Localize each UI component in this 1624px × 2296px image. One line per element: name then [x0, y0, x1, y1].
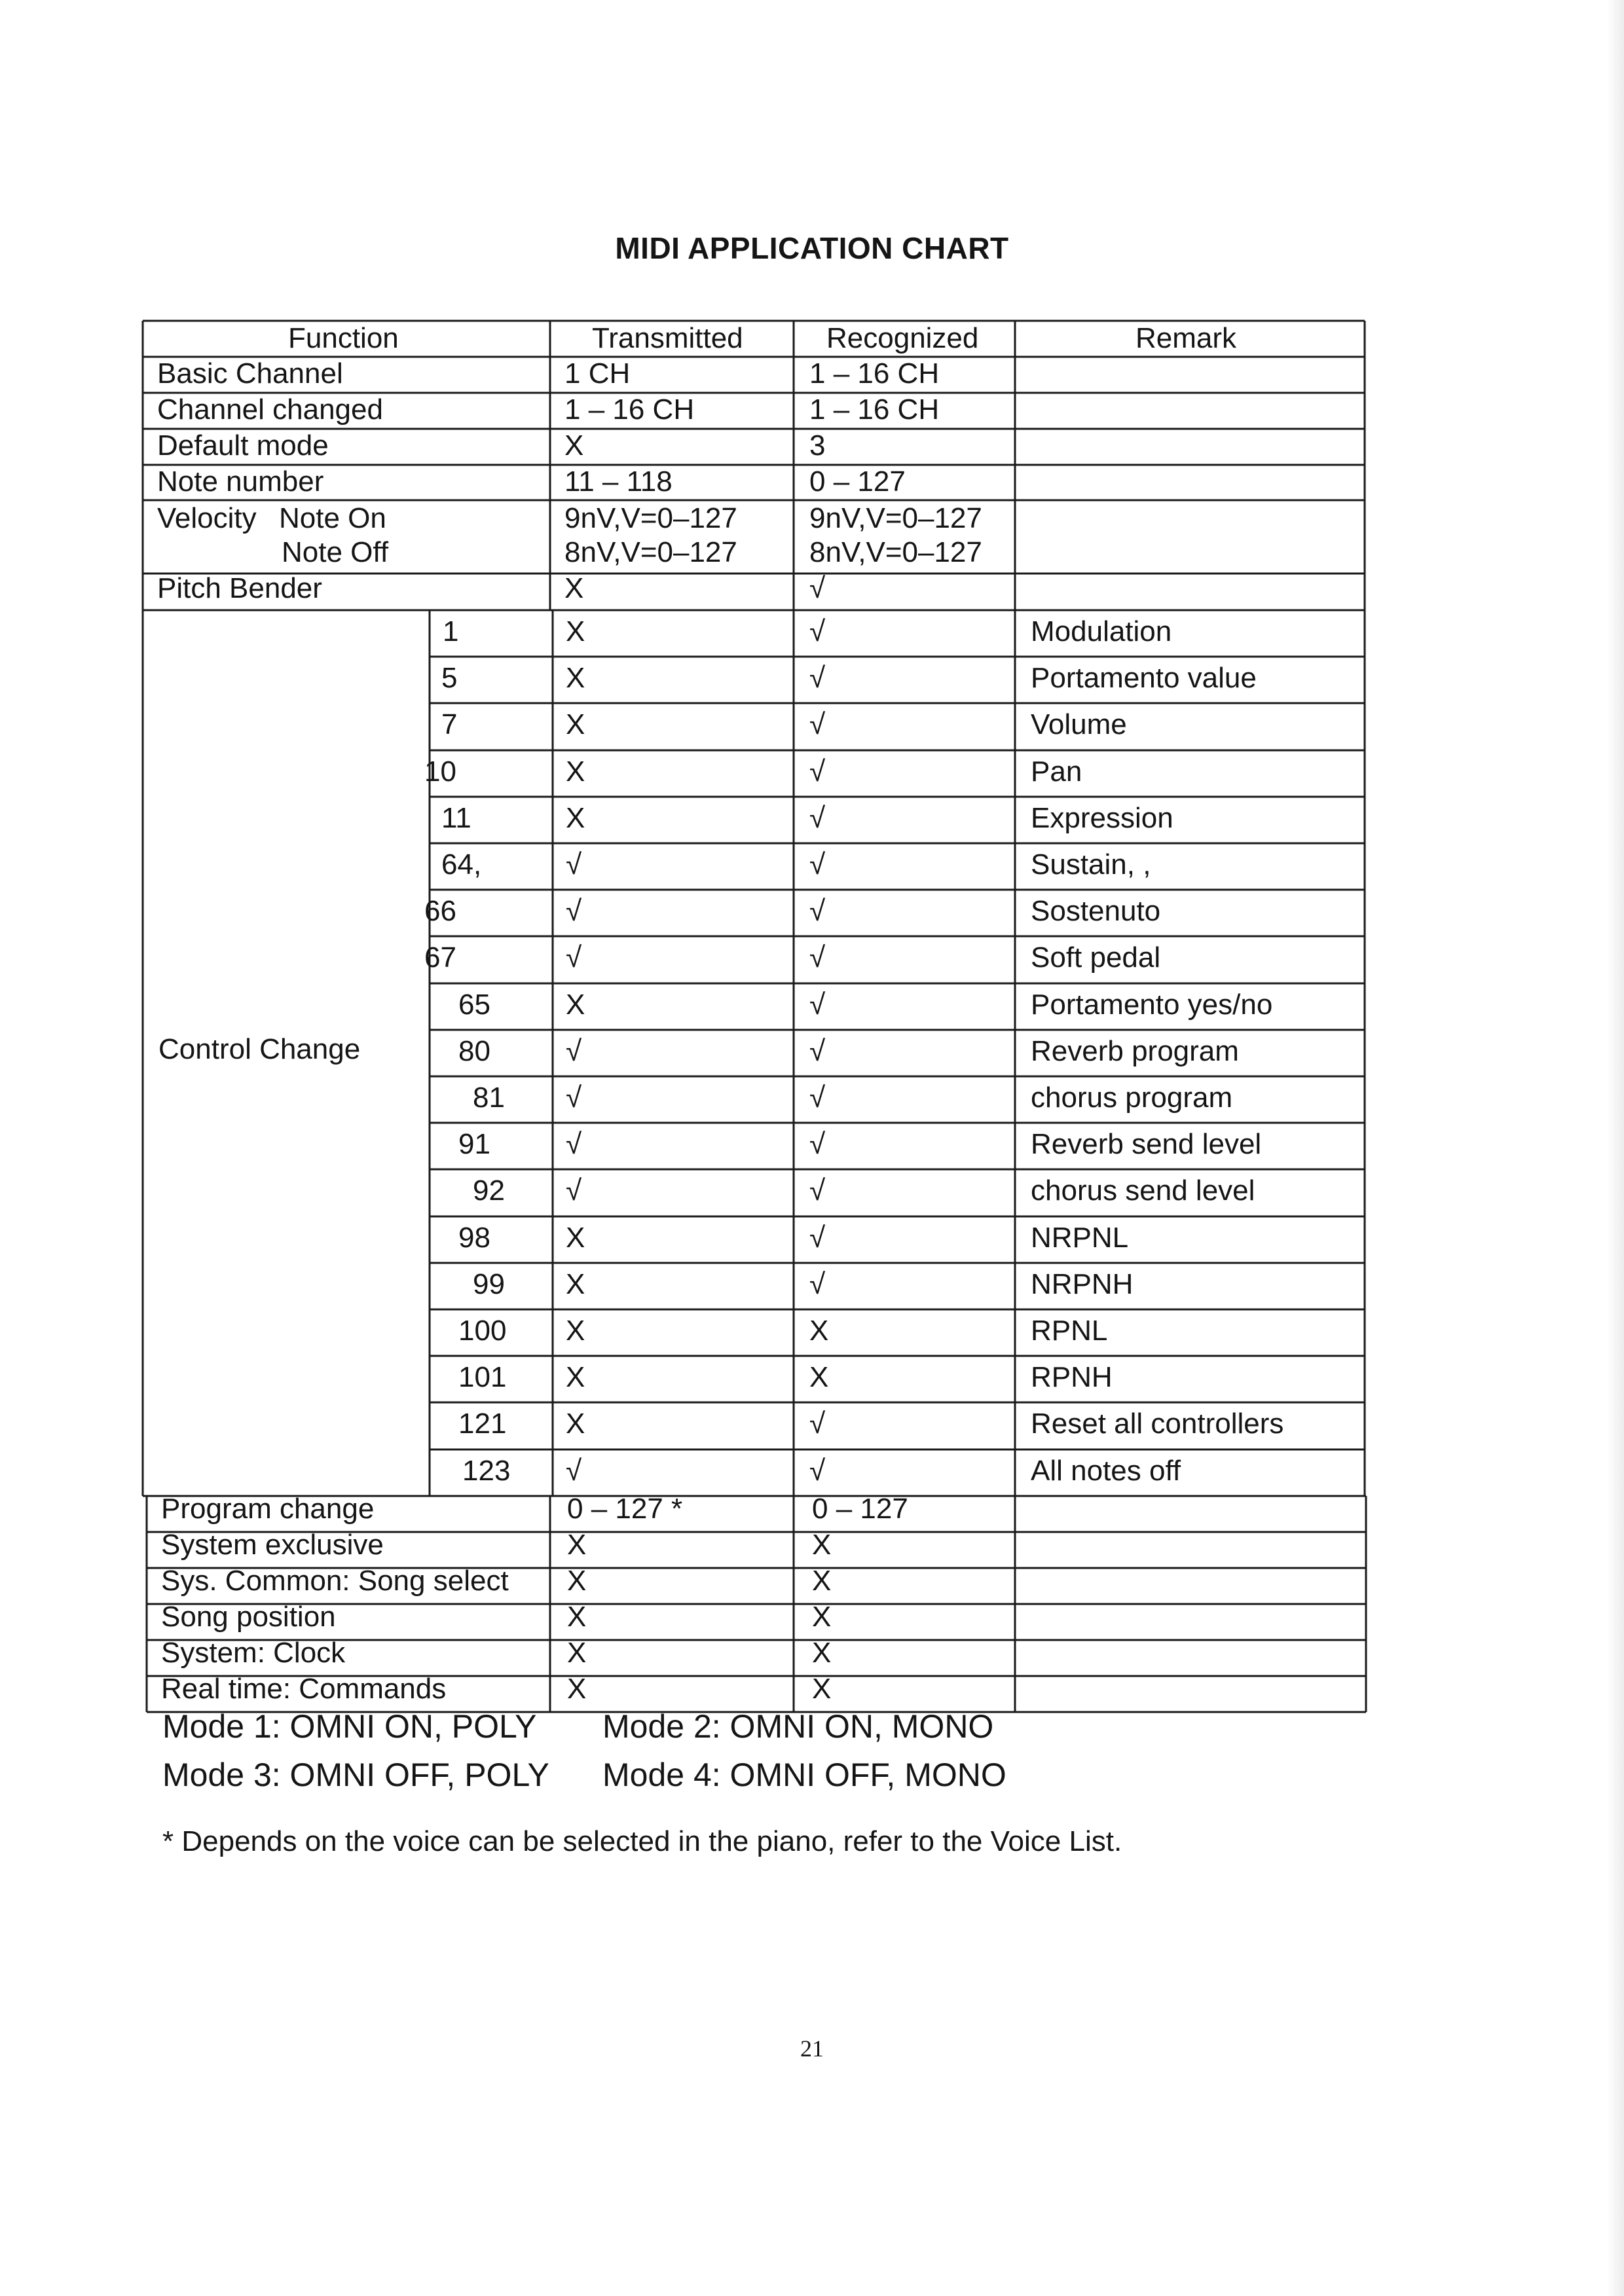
row-velocity-label: Velocity — [157, 502, 257, 534]
cc-transmitted: √ — [566, 941, 582, 974]
cc-number: 92 — [473, 1175, 505, 1207]
cc-transmitted: X — [566, 802, 585, 834]
cc-recognized: √ — [809, 662, 826, 694]
row-default-mode-function: Default mode — [157, 429, 329, 462]
cc-remark: Sustain, , — [1031, 848, 1151, 881]
bottom-row-transmitted: X — [567, 1565, 587, 1597]
cc-transmitted: X — [566, 1361, 585, 1393]
cc-remark: chorus program — [1031, 1082, 1233, 1114]
mode-2: Mode 2: OMNI ON, MONO — [602, 1708, 994, 1745]
cc-remark: Soft pedal — [1031, 941, 1161, 974]
cc-remark: Modulation — [1031, 615, 1172, 647]
cc-number: 98 — [458, 1222, 490, 1254]
row-velocity-recognized-off: 8nV,V=0–127 — [809, 536, 982, 568]
cc-recognized: √ — [809, 1128, 826, 1160]
page-number: 21 — [800, 2035, 824, 2062]
cc-remark: NRPNL — [1031, 1222, 1129, 1254]
row-note-number-recognized: 0 – 127 — [809, 465, 906, 498]
cc-recognized: √ — [809, 1035, 826, 1067]
cc-number: 123 — [462, 1455, 511, 1487]
mode-1: Mode 1: OMNI ON, POLY — [162, 1708, 537, 1745]
cc-transmitted: X — [566, 708, 585, 740]
cc-remark: RPNL — [1031, 1315, 1108, 1347]
cc-transmitted: √ — [566, 1455, 582, 1487]
footnote: * Depends on the voice can be selected in the piano, refer to the Voice List. — [162, 1825, 1122, 1857]
bottom-row-recognized: X — [812, 1565, 832, 1597]
bottom-row-function: Song position — [161, 1601, 336, 1633]
cc-number: 67 — [424, 941, 456, 974]
mode-4: Mode 4: OMNI OFF, MONO — [602, 1757, 1006, 1793]
page-title: MIDI APPLICATION CHART — [615, 231, 1009, 265]
bottom-row-transmitted: X — [567, 1637, 587, 1669]
cc-recognized: √ — [809, 895, 826, 927]
row-channel-changed-transmitted: 1 – 16 CH — [564, 393, 695, 426]
page-edge-shadow — [1607, 0, 1624, 2296]
row-channel-changed-function: Channel changed — [157, 393, 383, 426]
cc-remark: RPNH — [1031, 1361, 1113, 1393]
row-velocity-transmitted-off: 8nV,V=0–127 — [564, 536, 737, 568]
cc-number: 91 — [458, 1128, 490, 1160]
cc-number: 100 — [458, 1315, 507, 1347]
cc-transmitted: X — [566, 1315, 585, 1347]
cc-transmitted: X — [566, 662, 585, 694]
row-pitch-bender-transmitted: X — [564, 572, 584, 604]
cc-remark: Reverb program — [1031, 1035, 1239, 1067]
cc-number: 64, — [441, 848, 482, 881]
cc-number: 7 — [441, 708, 458, 740]
cc-number: 81 — [473, 1082, 505, 1114]
cc-recognized: X — [809, 1361, 829, 1393]
cc-remark: Reset all controllers — [1031, 1408, 1284, 1440]
cc-recognized: √ — [809, 756, 826, 788]
cc-number: 66 — [424, 895, 456, 927]
row-default-mode-transmitted: X — [564, 429, 584, 462]
bottom-row-function: Sys. Common: Song select — [161, 1565, 509, 1597]
bottom-row-transmitted: X — [567, 1673, 587, 1705]
cc-transmitted: X — [566, 756, 585, 788]
mode-3: Mode 3: OMNI OFF, POLY — [162, 1757, 549, 1793]
bottom-row-function: System exclusive — [161, 1529, 384, 1561]
cc-number: 101 — [458, 1361, 507, 1393]
cc-transmitted: X — [566, 1222, 585, 1254]
bottom-row-recognized: X — [812, 1673, 832, 1705]
cc-recognized: √ — [809, 1408, 826, 1440]
cc-remark: NRPNH — [1031, 1268, 1134, 1300]
row-pitch-bender-function: Pitch Bender — [157, 572, 322, 604]
header-recognized: Recognized — [826, 322, 979, 354]
cc-remark: Volume — [1031, 708, 1127, 740]
cc-remark: Expression — [1031, 802, 1173, 834]
cc-transmitted: X — [566, 1268, 585, 1300]
cc-transmitted: √ — [566, 1175, 582, 1207]
cc-number: 5 — [441, 662, 458, 694]
cc-recognized: √ — [809, 989, 826, 1021]
bottom-row-function: System: Clock — [161, 1637, 346, 1669]
cc-transmitted: √ — [566, 1035, 582, 1067]
row-default-mode-recognized: 3 — [809, 429, 826, 462]
row-velocity-note-on: Note On — [279, 502, 386, 534]
cc-transmitted: √ — [566, 1082, 582, 1114]
cc-recognized: √ — [809, 1268, 826, 1300]
cc-remark: All notes off — [1031, 1455, 1181, 1487]
row-note-number-function: Note number — [157, 465, 324, 498]
control-change-label: Control Change — [158, 1033, 361, 1065]
cc-remark: Reverb send level — [1031, 1128, 1262, 1160]
bottom-row-recognized: X — [812, 1529, 832, 1561]
cc-number: 10 — [424, 756, 456, 788]
cc-recognized: √ — [809, 1455, 826, 1487]
bottom-row-transmitted: X — [567, 1601, 587, 1633]
cc-recognized: √ — [809, 848, 826, 881]
cc-recognized: √ — [809, 615, 826, 647]
cc-transmitted: X — [566, 1408, 585, 1440]
row-pitch-bender-recognized: √ — [809, 572, 826, 604]
bottom-row-recognized: X — [812, 1637, 832, 1669]
cc-recognized: √ — [809, 941, 826, 974]
cc-number: 99 — [473, 1268, 505, 1300]
cc-recognized: √ — [809, 1082, 826, 1114]
cc-remark: Sostenuto — [1031, 895, 1161, 927]
cc-recognized: √ — [809, 1175, 826, 1207]
cc-transmitted: √ — [566, 848, 582, 881]
cc-transmitted: √ — [566, 895, 582, 927]
cc-number: 65 — [458, 989, 490, 1021]
header-remark: Remark — [1135, 322, 1237, 354]
row-velocity-recognized-on: 9nV,V=0–127 — [809, 502, 982, 534]
row-channel-changed-recognized: 1 – 16 CH — [809, 393, 940, 426]
cc-recognized: √ — [809, 802, 826, 834]
header-function: Function — [288, 322, 399, 354]
row-velocity-transmitted-on: 9nV,V=0–127 — [564, 502, 737, 534]
row-velocity-note-off: Note Off — [282, 536, 389, 568]
cc-transmitted: X — [566, 615, 585, 647]
bottom-row-recognized: X — [812, 1601, 832, 1633]
cc-number: 80 — [458, 1035, 490, 1067]
cc-recognized: X — [809, 1315, 829, 1347]
cc-remark: chorus send level — [1031, 1175, 1255, 1207]
bottom-row-transmitted: X — [567, 1529, 587, 1561]
bottom-row-function: Real time: Commands — [161, 1673, 447, 1705]
cc-number: 121 — [458, 1408, 507, 1440]
cc-remark: Portamento value — [1031, 662, 1257, 694]
cc-number: 11 — [441, 802, 471, 834]
bottom-row-transmitted: 0 – 127 * — [567, 1493, 683, 1525]
cc-transmitted: X — [566, 989, 585, 1021]
cc-remark: Pan — [1031, 756, 1082, 788]
cc-transmitted: √ — [566, 1128, 582, 1160]
row-note-number-transmitted: 11 – 118 — [564, 465, 673, 498]
header-transmitted: Transmitted — [592, 322, 743, 354]
bottom-row-recognized: 0 – 127 — [812, 1493, 908, 1525]
cc-recognized: √ — [809, 708, 826, 740]
row-basic-channel-function: Basic Channel — [157, 357, 343, 390]
bottom-row-function: Program change — [161, 1493, 375, 1525]
cc-recognized: √ — [809, 1222, 826, 1254]
cc-number: 1 — [443, 615, 459, 647]
cc-remark: Portamento yes/no — [1031, 989, 1273, 1021]
row-basic-channel-transmitted: 1 CH — [564, 357, 631, 390]
row-basic-channel-recognized: 1 – 16 CH — [809, 357, 940, 390]
